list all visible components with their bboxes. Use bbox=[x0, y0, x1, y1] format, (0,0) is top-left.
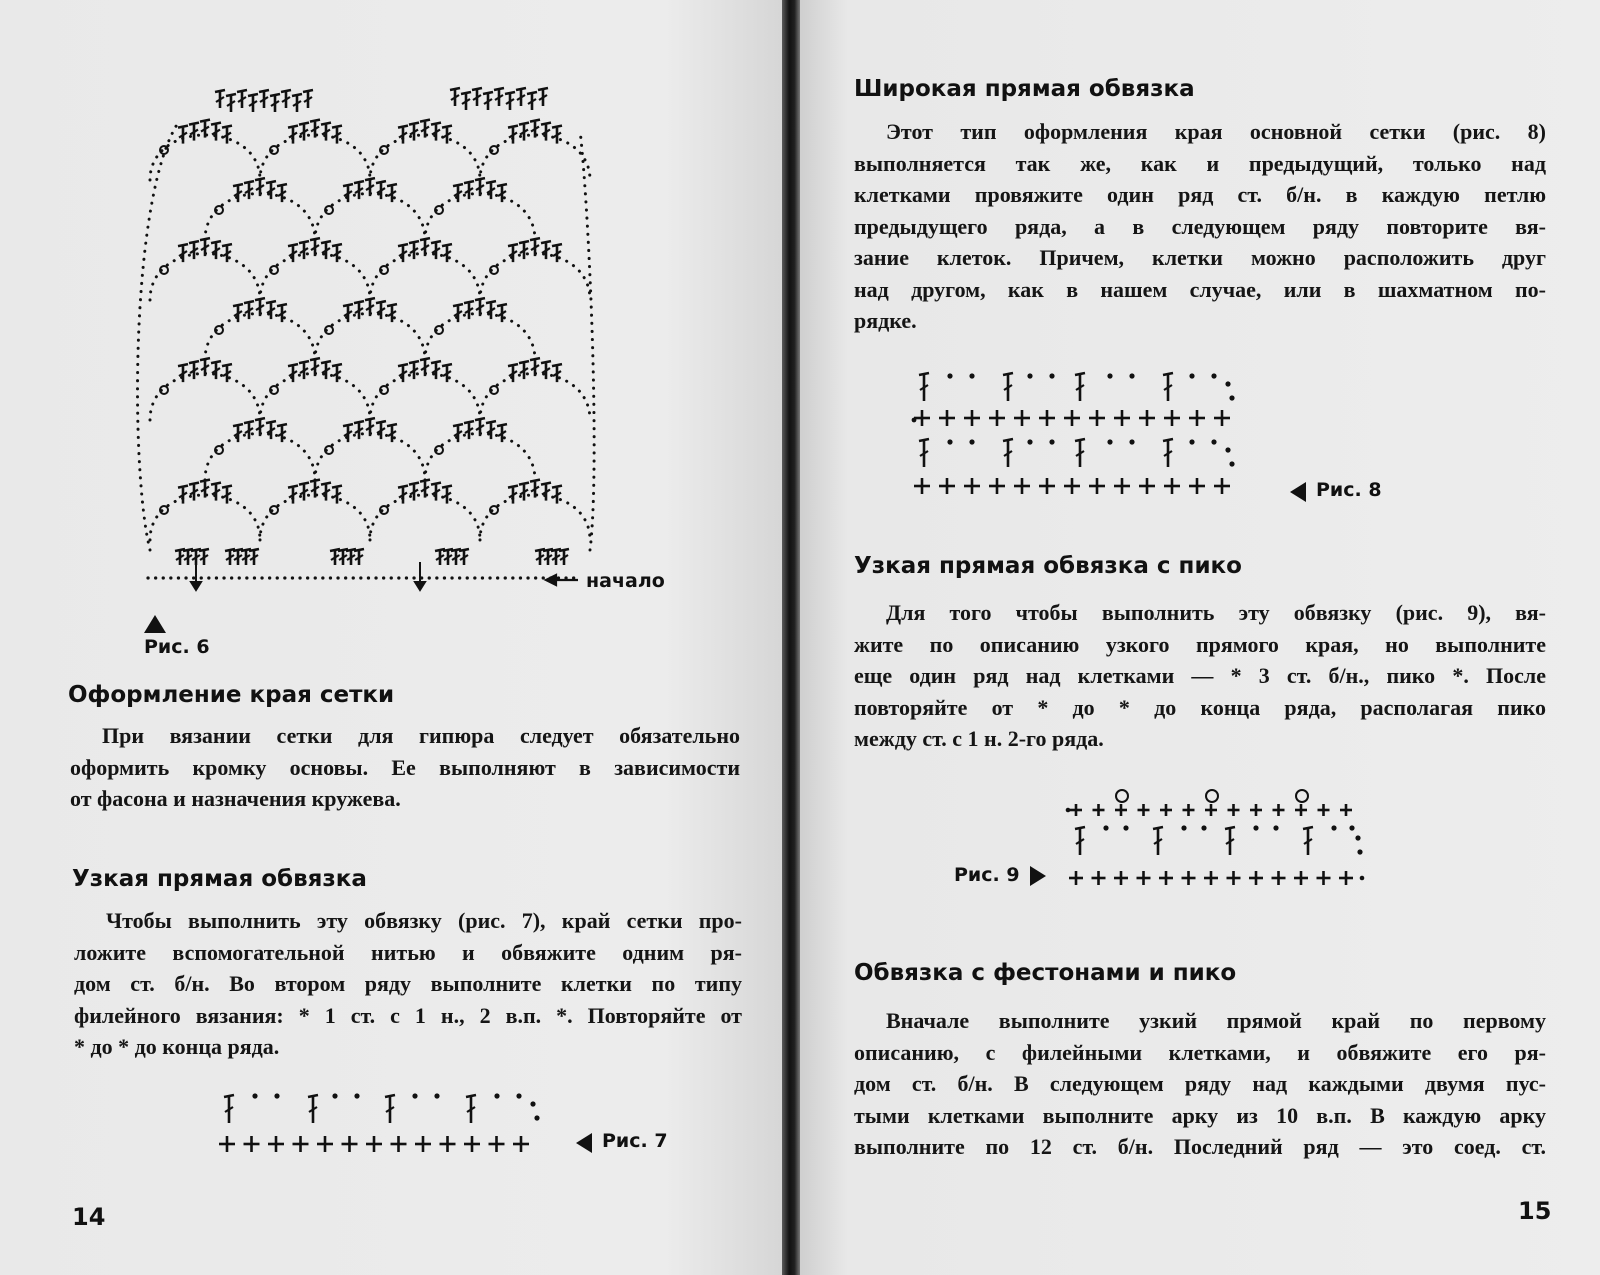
figure-7-caption: Рис. 7 bbox=[602, 1130, 668, 1152]
book-gutter bbox=[782, 0, 800, 1275]
left-page bbox=[0, 0, 782, 1275]
figure-6-start-label: начало bbox=[586, 570, 665, 592]
triangle-up-icon bbox=[142, 613, 168, 635]
paragraph-edge-finishing: При вязании сетки для гипюра следует обязательно оформить кромку основы. Ее выполняют в зависимости от фасона и назначения кружева. bbox=[70, 723, 740, 811]
figure-9-crochet-diagram bbox=[1062, 784, 1372, 894]
figure-9-caption: Рис. 9 bbox=[954, 864, 1020, 886]
figure-8-crochet-diagram bbox=[910, 368, 1270, 516]
triangle-left-icon bbox=[1288, 480, 1308, 504]
page-number-right: 15 bbox=[1518, 1197, 1552, 1225]
page-number-left: 14 bbox=[72, 1203, 106, 1231]
figure-8-caption: Рис. 8 bbox=[1316, 479, 1382, 501]
section-title-scallops-picot: Обвязка с фестонами и пико bbox=[854, 960, 1237, 986]
paragraph-narrow-edging-picot: Для того чтобы выполнить эту обвязку (рис. 9), вя- жите по описанию узкого прямого края, но выполните еще один ряд над клетками — * 3 ст. б/н., пико *. После повторяйте от * до * до конца ряда, располагая пико между ст. с 1 н. 2-го ряда. bbox=[854, 600, 1546, 751]
triangle-left-icon bbox=[574, 1131, 594, 1155]
figure-6-crochet-diagram bbox=[120, 70, 680, 610]
section-title-narrow-edging-picot: Узкая прямая обвязка с пико bbox=[854, 553, 1242, 579]
figure-6-caption: Рис. 6 bbox=[144, 636, 210, 658]
paragraph-scallops-picot: Вначале выполните узкий прямой край по первому описанию, с филейными клетками, и обвяжите его ря- дом ст. б/н. В следующем ряду над каждыми двумя пус- тыми клетками выполните арку из 10 в.п. В каждую арку выполните по 12 ст. б/н. Последний ряд — это соед. ст. bbox=[854, 1008, 1546, 1159]
triangle-right-icon bbox=[1028, 864, 1048, 888]
right-page bbox=[800, 0, 1600, 1275]
paragraph-wide-straight-edging: Этот тип оформления края основной сетки (рис. 8) выполняется так же, как и предыдущий, только над клетками провяжите один ряд ст. б/н. в каждую петлю предыдущего ряда, а в следующем ряду повторите вя- зание клеток. Причем, клетки можно расположить друг над другом, как в нашем случае, или в шахматном по- рядке. bbox=[854, 119, 1546, 333]
figure-7-crochet-diagram bbox=[215, 1082, 555, 1164]
section-title-narrow-straight-edging: Узкая прямая обвязка bbox=[72, 866, 367, 892]
paragraph-narrow-straight-edging: Чтобы выполнить эту обвязку (рис. 7), край сетки про- ложите вспомогательной нитью и обвяжите одним ря- дом ст. б/н. Во втором ряду выполните клетки по типу филейного вязания: * 1 ст. с 1 н., 2 в.п. *. Повторяйте от * до * до конца ряда. bbox=[74, 908, 742, 1059]
section-title-wide-straight-edging: Широкая прямая обвязка bbox=[854, 76, 1195, 102]
section-title-edge-finishing: Оформление края сетки bbox=[68, 682, 395, 708]
